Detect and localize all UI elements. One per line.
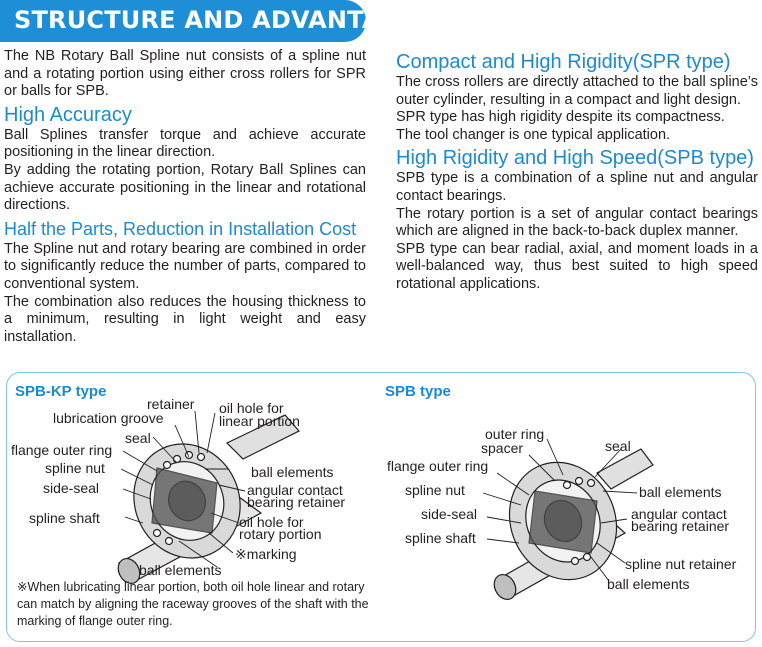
compact-paragraph-2: SPR type has high rigidity despite its compactness.	[396, 109, 725, 126]
label-ball-elements-top-spb: ball elements	[639, 484, 722, 500]
label-spline-shaft: spline shaft	[29, 510, 100, 526]
label-angular-1: angular contact	[247, 482, 343, 498]
label-spline-nut-spb: spline nut	[405, 482, 465, 498]
speed-paragraph-2: The rotary portion is a set of angular contact bearings which are aligned in the back-to-back duplex manner.	[396, 205, 758, 240]
half-paragraph-2: The combination also reduces the housing thickness to a minimum, resulting in light weight and easy installation.	[4, 293, 366, 345]
speed-paragraph-1: SPB type is a combination of a spline nut and angular contact bearings.	[396, 170, 758, 204]
left-column	[4, 48, 366, 346]
accuracy-paragraph-1: Ball Splines transfer torque and achieve accurate positioning in the linear direction.	[4, 126, 366, 161]
label-oil-hole-linear-2: linear portion	[219, 413, 300, 429]
heading-half-parts: Half the Parts, Reduction in Installation Cost	[4, 218, 357, 239]
label-angular-2-spb: bearing retainer	[631, 518, 730, 534]
label-seal-spb: seal	[605, 438, 631, 454]
label-marking: ※marking	[235, 546, 297, 562]
label-lubrication-groove: lubrication groove	[53, 410, 164, 426]
accuracy-paragraph-2: By adding the rotating portion, Rotary Ball Splines can achieve accurate positioning in the linear and rotational directions.	[4, 161, 366, 214]
label-spacer: spacer	[481, 440, 524, 456]
label-flange-outer-ring: flange outer ring	[11, 442, 113, 458]
label-oil-hole-rotary-2: rotary portion	[239, 526, 322, 542]
right-column	[396, 50, 758, 294]
label-oil-hole-linear-1: oil hole for	[219, 400, 284, 416]
intro-paragraph: The NB Rotary Ball Spline nut consists of a spline nut and a rotating portion using either cross rollers for SPR or balls for SPB.	[4, 48, 366, 100]
label-oil-hole-rotary-1: oil hole for	[239, 514, 304, 530]
compact-paragraph-1: The cross rollers are directly attached to the ball spline’s outer cylinder, resulting in a compact and light design.	[396, 74, 758, 108]
label-retainer: retainer	[147, 396, 195, 412]
label-spline-nut: spline nut	[45, 460, 105, 476]
label-angular-2: bearing retainer	[247, 494, 346, 510]
compact-paragraph-3: The tool changer is one typical application.	[396, 126, 671, 143]
heading-high-speed: High Rigidity and High Speed(SPB type)	[396, 147, 754, 170]
label-spline-shaft-spb: spline shaft	[405, 530, 476, 546]
label-side-seal-spb: side-seal	[421, 506, 478, 522]
label-ball-elements-bottom-spb: ball elements	[607, 576, 690, 592]
heading-high-accuracy: High Accuracy	[4, 103, 132, 126]
label-outer-ring: outer ring	[485, 426, 545, 442]
speed-paragraph-3: SPB type can bear radial, axial, and moment loads in a well-balanced way, thus best suited to high speed rotational applications.	[396, 240, 758, 292]
heading-compact: Compact and High Rigidity(SPR type)	[396, 51, 731, 73]
section-title: STRUCTURE AND ADVANTAGES	[14, 6, 435, 34]
half-paragraph-1: The Spline nut and rotary bearing are combined in order to significantly reduce the number of parts, compared to conventional system.	[4, 240, 366, 292]
label-seal: seal	[125, 430, 151, 446]
label-flange-outer-ring-spb: flange outer ring	[387, 458, 489, 474]
lubrication-note: ※When lubricating linear portion, both oil hole linear and rotary can match by aligning the raceway grooves of the shaft with the marking of flange outer ring.	[17, 580, 369, 628]
label-spline-nut-retainer: spline nut retainer	[625, 556, 737, 572]
section-header-bar	[0, 0, 435, 42]
spb-title: SPB type	[385, 383, 451, 400]
label-ball-elements-bottom: ball elements	[139, 562, 222, 578]
diagram-panel	[6, 372, 756, 642]
label-ball-elements-top: ball elements	[251, 464, 334, 480]
spb-kp-title: SPB-KP type	[15, 383, 107, 400]
label-side-seal: side-seal	[43, 480, 100, 496]
label-angular-1-spb: angular contact	[631, 506, 727, 522]
